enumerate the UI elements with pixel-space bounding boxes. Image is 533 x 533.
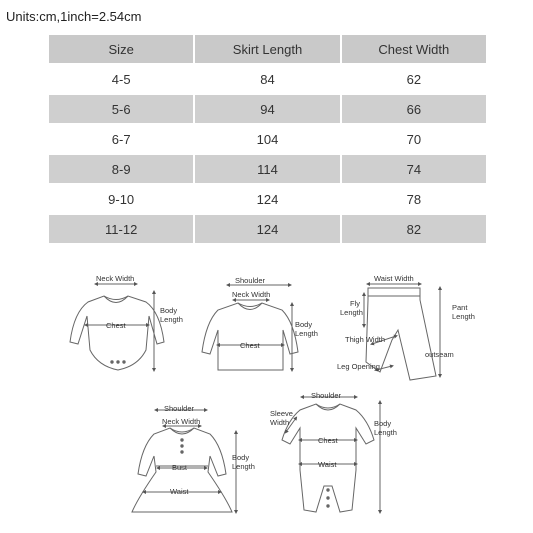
shirt-body-label: Body bbox=[295, 320, 313, 329]
pants-fly-label: Fly bbox=[350, 299, 360, 308]
header-skirt-length: Skirt Length bbox=[195, 35, 339, 63]
dress-waist-label: Waist bbox=[170, 487, 189, 496]
cell-size: 8-9 bbox=[49, 155, 193, 183]
table-row bbox=[49, 125, 486, 153]
cell-size: 6-7 bbox=[49, 125, 193, 153]
cell-chest-width: 66 bbox=[342, 95, 486, 123]
measurement-diagrams-svg bbox=[0, 265, 533, 533]
header-chest-width: Chest Width bbox=[342, 35, 486, 63]
shirt-shoulder-label: Shoulder bbox=[235, 276, 266, 285]
bodysuit-chest-label: Chest bbox=[106, 321, 126, 330]
romper-length-label: Length bbox=[374, 428, 397, 437]
cell-size: 11-12 bbox=[49, 215, 193, 243]
cell-chest-width: 78 bbox=[342, 185, 486, 213]
romper-sleeve-label: Sleeve bbox=[270, 409, 293, 418]
dress-bust-label: Bust bbox=[172, 463, 188, 472]
cell-skirt-length: 104 bbox=[195, 125, 339, 153]
pants-pant-label: Pant bbox=[452, 303, 468, 312]
romper-diagram bbox=[282, 397, 380, 512]
romper-outline bbox=[282, 404, 374, 512]
pants-waist-width-label: Waist Width bbox=[374, 274, 414, 283]
cell-skirt-length: 114 bbox=[195, 155, 339, 183]
cell-skirt-length: 124 bbox=[195, 215, 339, 243]
table-row bbox=[49, 215, 486, 243]
cell-skirt-length: 84 bbox=[195, 65, 339, 93]
pants-leg-opening-label: Leg Opening bbox=[337, 362, 380, 371]
shirt-neck-width-label: Neck Width bbox=[232, 290, 271, 299]
pants-fly-length-label: Length bbox=[340, 308, 363, 317]
size-chart-table bbox=[47, 33, 488, 245]
pants-thigh-width-label: Thigh Width bbox=[345, 335, 386, 344]
shirt-chest-label: Chest bbox=[240, 341, 260, 350]
cell-chest-width: 70 bbox=[342, 125, 486, 153]
dress-body-label: Body bbox=[232, 453, 250, 462]
cell-chest-width: 62 bbox=[342, 65, 486, 93]
shirt-outline bbox=[202, 303, 298, 370]
dress-shoulder-label: Shoulder bbox=[164, 404, 195, 413]
bodysuit-body-label: Body bbox=[160, 306, 178, 315]
cell-size: 4-5 bbox=[49, 65, 193, 93]
cell-skirt-length: 124 bbox=[195, 185, 339, 213]
romper-waist-label: Waist bbox=[318, 460, 337, 469]
cell-chest-width: 82 bbox=[342, 215, 486, 243]
table-row bbox=[49, 95, 486, 123]
cell-size: 9-10 bbox=[49, 185, 193, 213]
cell-skirt-length: 94 bbox=[195, 95, 339, 123]
header-size: Size bbox=[49, 35, 193, 63]
table-row bbox=[49, 155, 486, 183]
pants-pant-length-label: Length bbox=[452, 312, 475, 321]
romper-chest-label: Chest bbox=[318, 436, 338, 445]
cell-chest-width: 74 bbox=[342, 155, 486, 183]
table-row bbox=[49, 65, 486, 93]
bodysuit-outline bbox=[70, 296, 164, 370]
pants-outseam-label: outseam bbox=[425, 350, 454, 359]
romper-sleeve-width-label: Width bbox=[270, 418, 290, 427]
shirt-length-label: Length bbox=[295, 329, 318, 338]
dress-length-label: Length bbox=[232, 462, 255, 471]
units-note: Units:cm,1inch=2.54cm bbox=[6, 9, 142, 24]
bodysuit-length-label: Length bbox=[160, 315, 183, 324]
measurement-diagrams bbox=[0, 265, 533, 533]
cell-size: 5-6 bbox=[49, 95, 193, 123]
dress-neck-width-label: Neck Width bbox=[162, 417, 201, 426]
bodysuit-neck-width-label: Neck Width bbox=[96, 274, 135, 283]
table-header-row bbox=[49, 35, 486, 63]
romper-body-label: Body bbox=[374, 419, 392, 428]
table-row bbox=[49, 185, 486, 213]
romper-shoulder-label: Shoulder bbox=[311, 391, 342, 400]
